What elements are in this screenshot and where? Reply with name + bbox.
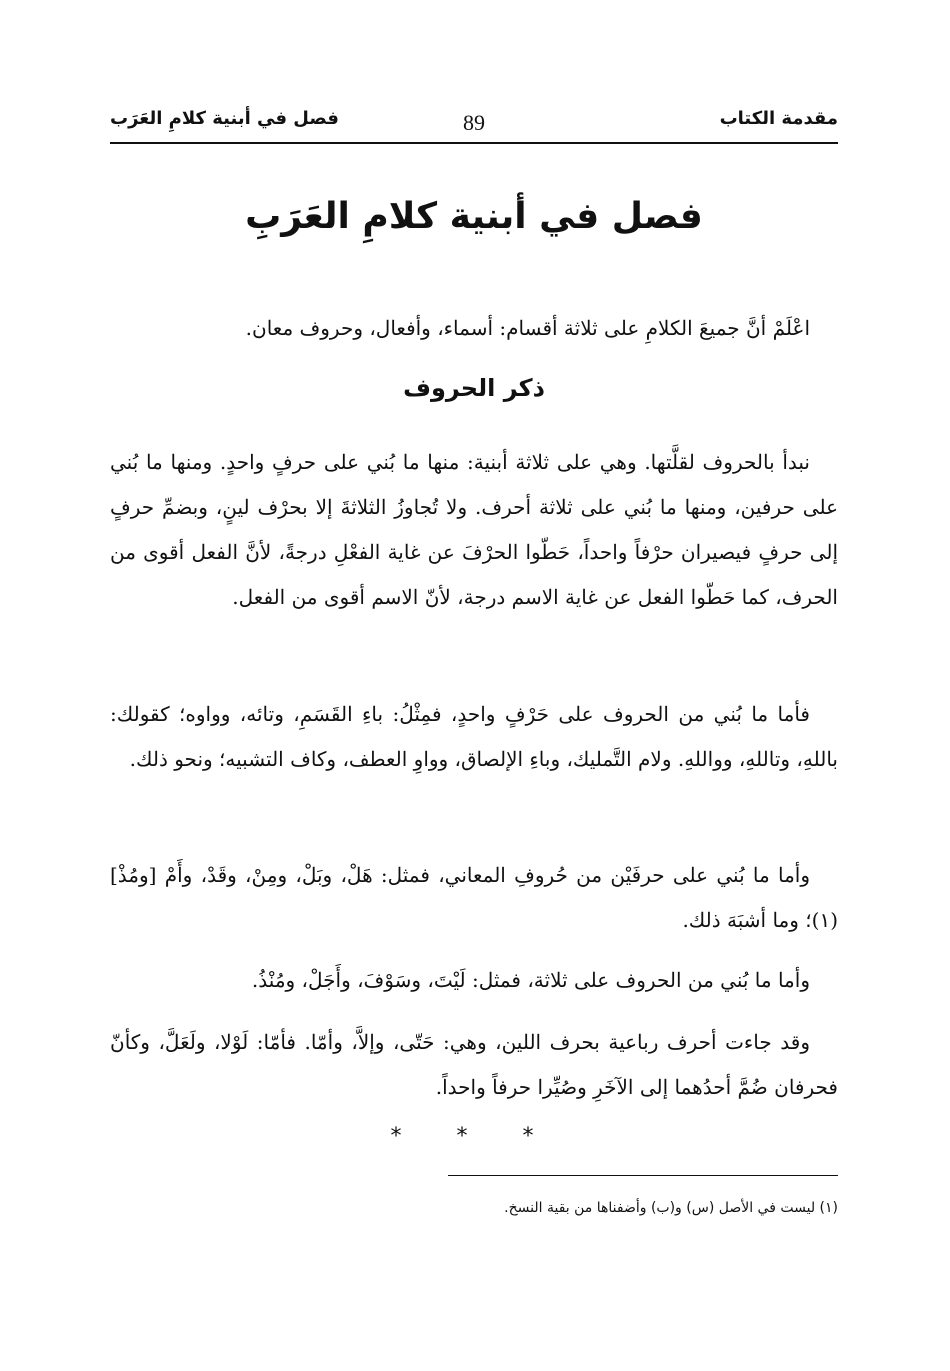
chapter-title: فصل في أبنية كلامِ العَرَبِ: [245, 196, 703, 237]
header-rule: [110, 142, 838, 144]
section-heading: ذكر الحروف: [403, 374, 545, 402]
paragraph-5: وقد جاءت أحرف رباعية بحرف اللين، وهي: حَتّى، وإلاَّ، وأمّا. فأمّا: لَوْلا، ولَعَلَّ، وكأنّ فحرفان ضُمَّ أحدُهما إلى الآخَرِ وصُيِّرا حرفاً واحداً.: [110, 1030, 838, 1099]
section-separator: * * *: [390, 1124, 558, 1149]
footnote-rule: [448, 1175, 838, 1176]
running-header: [110, 104, 838, 140]
footnote: (١) ليست في الأصل (س) و(ب) وأضفناها من بقية النسخ.: [504, 1200, 838, 1216]
paragraph-4: وأما ما بُني من الحروف على ثلاثة، فمثل: لَيْتَ، وسَوْفَ، وأَجَلْ، ومُنْذُ.: [251, 968, 810, 992]
page-number: 89: [463, 110, 485, 135]
paragraph-2: فأما ما بُني من الحروف على حَرْفٍ واحدٍ، فمِثْلُ: باءِ القَسَمِ، وتائه، وواوه؛ كقولك: باللهِ، وتاللهِ، وواللهِ. ولام التَّمليك، وباءِ الإلصاق، وواوِ العطف، وكاف التشبيه؛ ونحو ذلك.: [110, 702, 838, 771]
header-chapter-title: فصل في أبنية كلامِ العَرَب: [110, 108, 339, 129]
paragraph-1: نبدأ بالحروف لقلَّتها. وهي على ثلاثة أبنية: منها ما بُني على حرفٍ واحدٍ. ومنها ما بُني على حرفين، ومنها ما بُني على ثلاثة أحرف. ولا تُجاوزُ الثلاثةَ إلا بحرْف لينٍ، وبضمِّ حرفٍ إلى حرفٍ فيصيران حرْفاً واحداً، حَطّوا الحرْفَ عن غاية الفعْلِ درجةً، لأنَّ الفعل أقوى من الحرف، كما حَطّوا الفعل عن غاية الاسم درجة، لأنّ الاسم أقوى من الفعل.: [110, 450, 838, 609]
header-book-title: مقدمة الكتاب: [719, 108, 838, 129]
intro-paragraph: اعْلَمْ أنَّ جميعَ الكلامِ على ثلاثة أقسام: أسماء، وأفعال، وحروف معان.: [245, 316, 810, 340]
paragraph-3: وأما ما بُني على حرفَيْن من حُروفِ المعاني، فمثل: هَلْ، وبَلْ، ومِنْ، وقَدْ، وأَمْ [ومُذْ](١)؛ وما أشبَهَ ذلك.: [110, 863, 838, 932]
